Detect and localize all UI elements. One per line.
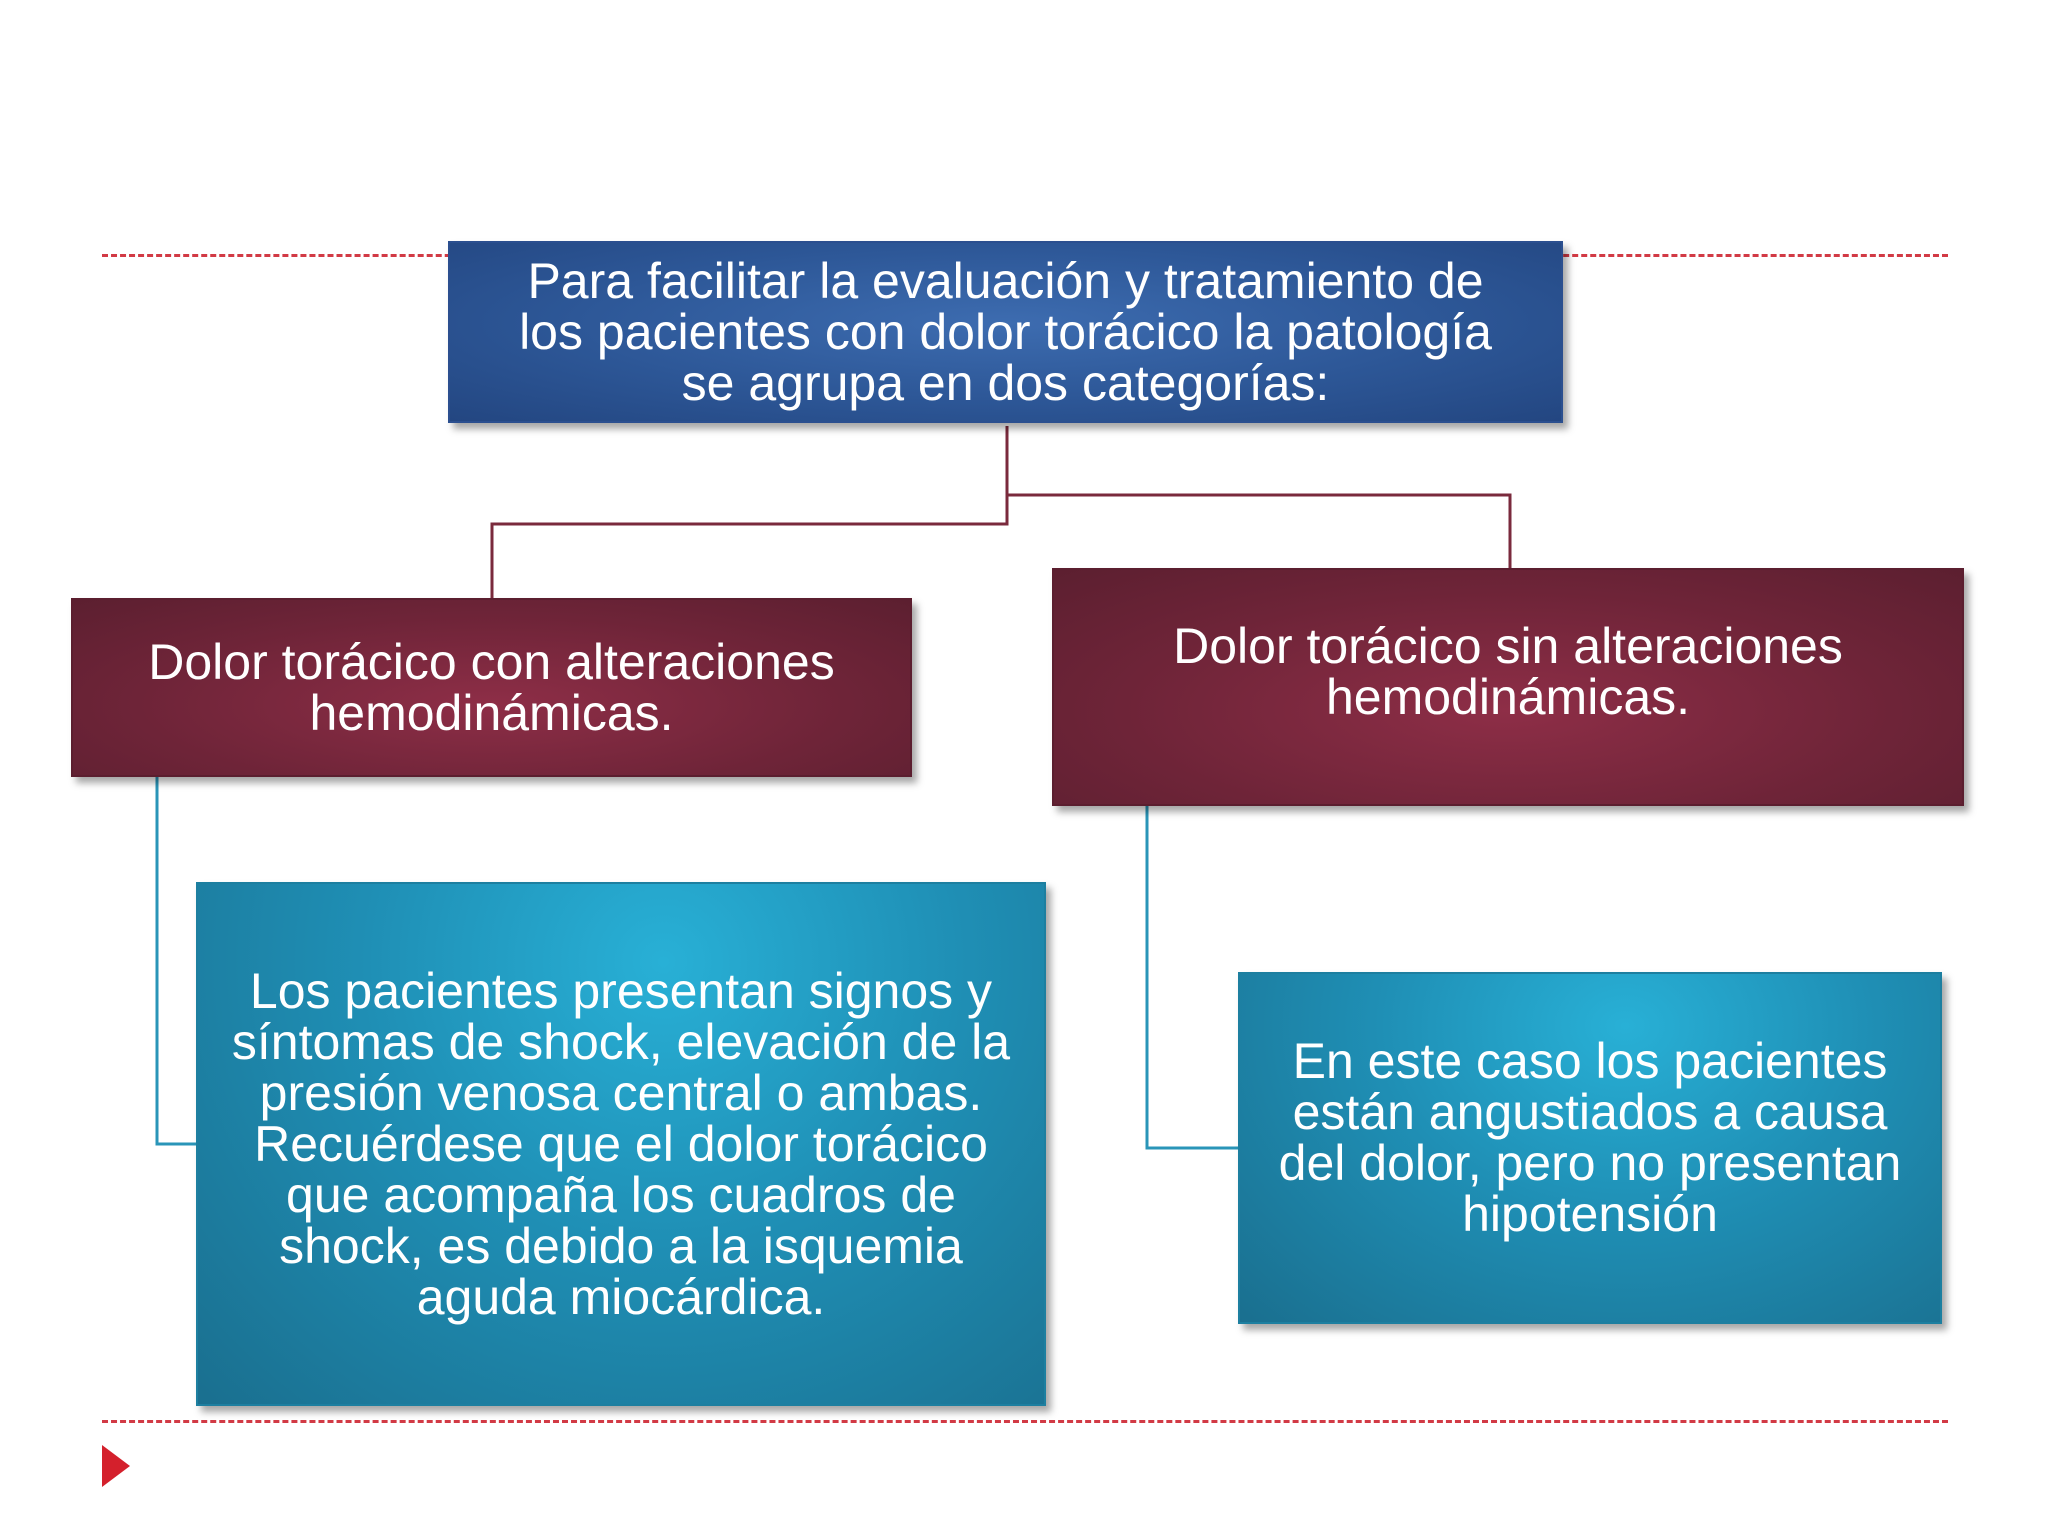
detail-node-text: En este caso los pacientes están angustiados a causa del dolor, pero no presentan hipotensión — [1278, 1033, 1902, 1242]
category-node-with-alterations — [71, 598, 912, 777]
root-node — [448, 241, 1563, 423]
category-node-without-alterations — [1052, 568, 1964, 806]
detail-node-without-alterations — [1238, 972, 1942, 1324]
root-node-text: Para facilitar la evaluación y tratamiento de los pacientes con dolor torácico la patología se agrupa en dos categorías: — [519, 252, 1492, 411]
connector-root-to-left — [492, 426, 1007, 598]
detail-node-text: Los pacientes presentan signos y síntomas de shock, elevación de la presión venosa central o ambas. Recuérdese que el dolor torácico que acompaña los cuadros de shock, es debido a la isquemia aguda miocárdica. — [231, 962, 1011, 1325]
play-triangle-icon — [102, 1445, 130, 1487]
connector-right-to-detail — [1147, 806, 1238, 1148]
connector-root-to-right — [1007, 495, 1510, 568]
connector-left-to-detail — [157, 777, 196, 1144]
detail-node-with-alterations — [196, 882, 1046, 1406]
category-node-label: Dolor torácico con alteraciones hemodinámicas. — [148, 633, 835, 741]
category-node-label: Dolor torácico sin alteraciones hemodinámicas. — [1173, 618, 1843, 725]
